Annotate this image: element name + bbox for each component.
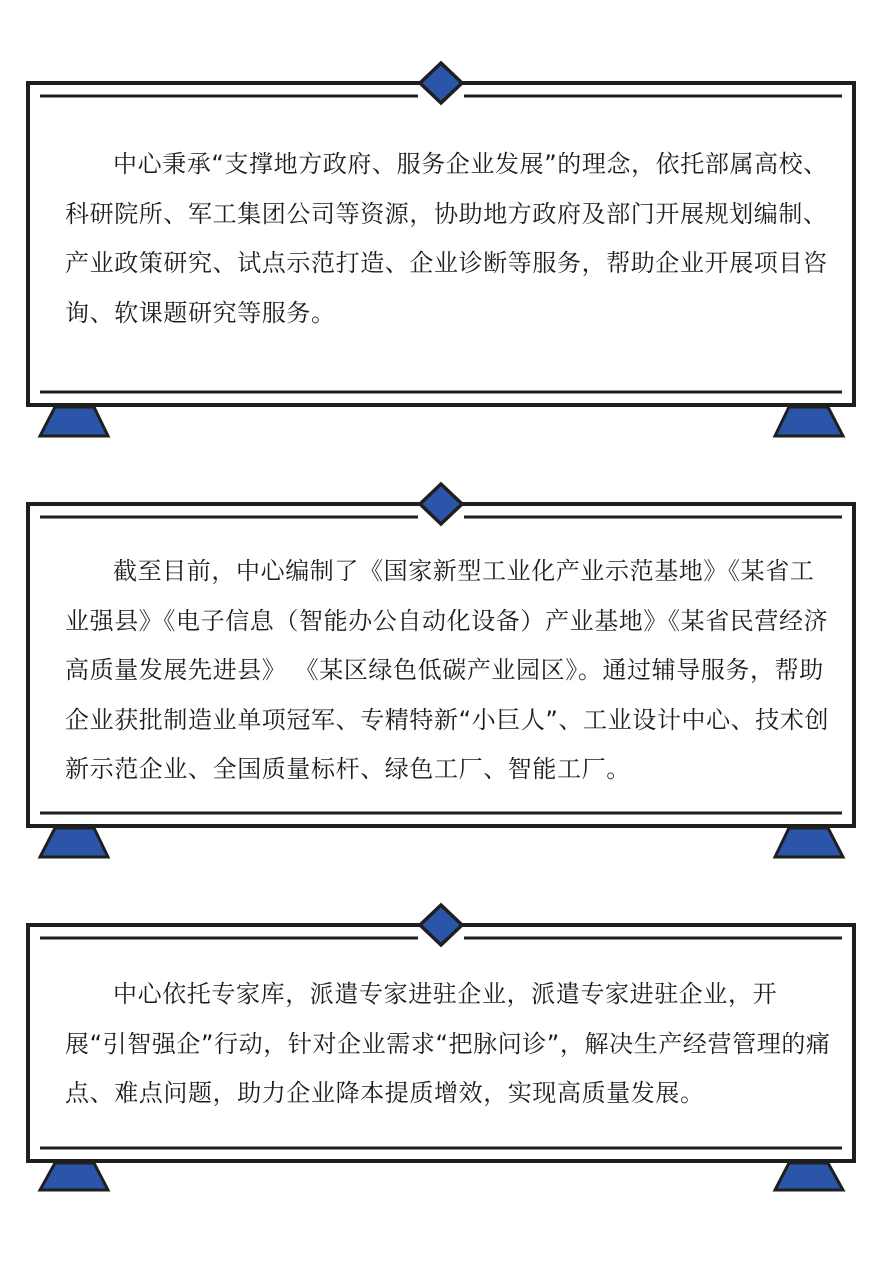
- left-foot-icon: [40, 828, 108, 857]
- service-panel-planning: [0, 55, 880, 445]
- right-foot-icon: [775, 407, 843, 436]
- left-foot-icon: [40, 1163, 108, 1190]
- service-panel-achievements: [0, 476, 880, 866]
- right-foot-icon: [775, 1163, 843, 1190]
- panel-paragraph: 中心依托专家库，派遣专家进驻企业，派遣专家进驻企业，开展“引智强企”行动，针对企业需求“把脉问诊”，解决生产经营管理的痛点、难点问题，助力企业降本提质增效，实现高质量发展。: [65, 980, 831, 1107]
- right-foot-icon: [775, 828, 843, 857]
- left-foot-icon: [40, 407, 108, 436]
- panel-paragraph: 截至目前，中心编制了《国家新型工业化产业示范基地》《某省工业强县》《电子信息（智能办公自动化设备）产业基地》《某省民营经济高质量发展先进县》 《某区绿色低碳产业园区》。通过辅导服务，帮助企业获批制造业单项冠军、专精特新“小巨人”、工业设计中心、技术创新示范企业、全国质量标杆、绿色工厂、智能工厂。: [65, 557, 830, 783]
- service-panel-experts: [0, 897, 880, 1197]
- panel-paragraph: 中心秉承“支撑地方政府、服务企业发展”的理念，依托部属高校、科研院所、军工集团公司等资源，协助地方政府及部门开展规划编制、产业政策研究、试点示范打造、企业诊断等服务，帮助企业开展项目咨询、软课题研究等服务。: [65, 150, 828, 327]
